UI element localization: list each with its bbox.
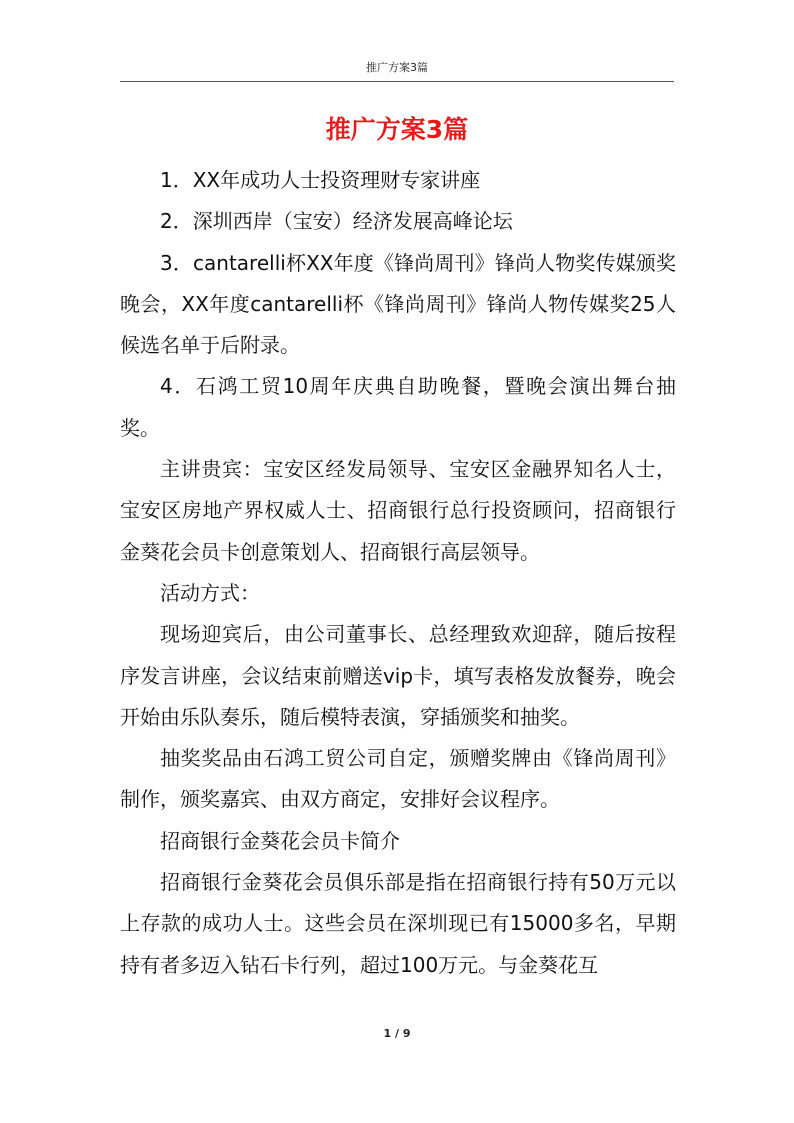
paragraph-item-3: 3．cantarelli杯XX年度《锋尚周刊》锋尚人物奖传媒颁奖晚会，XX年度cantarelli杯《锋尚周刊》锋尚人物传媒奖25人候选名单于后附录。 (120, 250, 676, 358)
paragraph-guests: 主讲贵宾：宝安区经发局领导、宝安区金融界知名人士，宝安区房地产界权威人士、招商银行总行投资顾问，招商银行金葵花会员卡创意策划人、招商银行高层领导。 (120, 457, 676, 564)
paragraph-card-intro: 招商银行金葵花会员俱乐部是指在招商银行持有50万元以上存款的成功人士。这些会员在深圳现已有15000多名，早期持有者多迈入钻石卡行列，超过100万元。与金葵花互 (120, 870, 676, 977)
paragraph-card-heading: 招商银行金葵花会员卡简介 (160, 828, 400, 853)
header-divider (120, 81, 674, 82)
paragraph-item-2: 2．深圳西岸（宝安）经济发展高峰论坛 (160, 209, 513, 234)
paragraph-activity-heading: 活动方式： (160, 580, 260, 605)
running-header: 推广方案3篇 (366, 61, 428, 74)
document-body (120, 160, 676, 986)
paragraph-lottery: 抽奖奖品由石鸿工贸公司自定，颁赠奖牌由《锋尚周刊》制作，颁奖嘉宾、由双方商定，安排好会议程序。 (120, 746, 676, 812)
paragraph-activity-details: 现场迎宾后，由公司董事长、总经理致欢迎辞，随后按程序发言讲座，会议结束前赠送vip卡，填写表格发放餐券，晚会开始由乐队奏乐，随后模特表演，穿插颁奖和抽奖。 (120, 622, 676, 729)
page-number: 1 / 9 (383, 1027, 411, 1040)
paragraph-item-4: 4．石鸿工贸10周年庆典自助晚餐，暨晚会演出舞台抽奖。 (120, 374, 676, 440)
paragraph-item-1: 1．XX年成功人士投资理财专家讲座 (160, 168, 481, 192)
document-title: 推广方案3篇 (325, 115, 469, 144)
